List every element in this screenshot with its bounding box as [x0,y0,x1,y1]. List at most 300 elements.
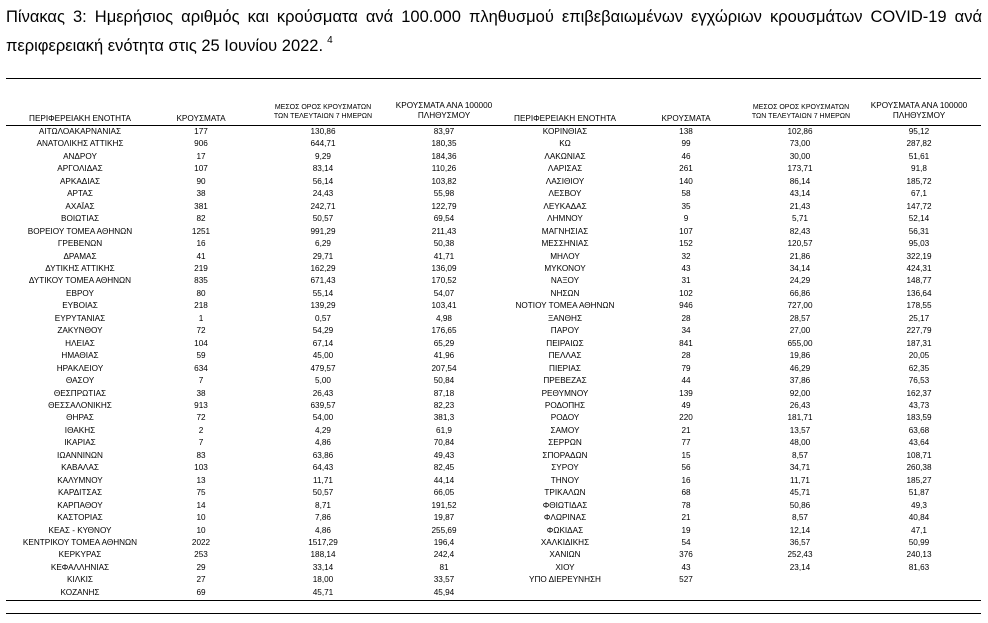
cell-per100k: 82,23 [433,400,455,410]
cell-unit: ΜΥΚΟΝΟΥ [544,263,586,273]
cell-avg7: 6,29 [315,239,331,249]
cell-avg7: 48,00 [789,438,811,448]
cell-per100k: 83,97 [433,127,455,136]
cell-cases: 220 [679,413,693,423]
cell-unit: ΑΧΑΪΑΣ [65,201,95,211]
cell-unit: ΚΑΣΤΟΡΙΑΣ [57,513,103,523]
cell-per100k: 47,1 [911,525,927,535]
cell-cases: 72 [196,413,206,423]
cell-unit: ΚΟΡΙΝΘΙΑΣ [542,127,588,136]
cell-avg7: 23,14 [789,562,811,572]
cell-cases: 381 [194,201,208,211]
cell-per100k: 95,12 [908,127,930,136]
cell-cases: 10 [196,513,206,523]
cell-unit: ΠΕΛΛΑΣ [548,351,582,361]
cell-avg7: 139,29 [310,301,336,311]
cell-cases: 28 [681,313,691,323]
cell-cases: 99 [681,139,691,149]
cell-per100k: 62,35 [908,363,930,373]
cell-unit: ΔΡΑΜΑΣ [63,251,97,261]
cell-cases: 79 [681,363,691,373]
cell-cases: 913 [194,400,208,410]
table-row [0,313,988,325]
cell-per100k: 69,54 [433,214,455,224]
cell-cases: 69 [196,587,206,597]
cell-avg7: 86,14 [789,176,811,186]
cell-per100k: 91,8 [911,164,927,174]
cell-avg7: 5,00 [315,376,331,386]
cell-per100k: 51,61 [908,151,930,161]
bottom-rule [6,600,981,601]
cell-avg7: 1517,29 [308,537,338,547]
cell-per100k: 20,05 [908,351,930,361]
cell-avg7: 655,00 [787,338,813,348]
table-row [0,325,988,337]
cell-cases: 43 [681,263,691,273]
cell-unit: ΣΑΜΟΥ [550,425,580,435]
cell-per100k: 183,59 [906,413,932,423]
cell-cases: 102 [679,288,693,298]
cell-unit: ΚΙΛΚΙΣ [66,575,93,585]
cell-per100k: 178,55 [906,301,932,311]
cell-unit: ΘΕΣΠΡΩΤΙΑΣ [53,388,107,398]
cell-unit: ΠΙΕΡΙΑΣ [549,363,581,373]
cell-per100k: 51,87 [908,488,930,498]
cell-avg7: 8,57 [792,450,808,460]
cell-cases: 1251 [191,226,211,236]
header-cases-left: ΚΡΟΥΣΜΑΤΑ [176,114,226,123]
cell-avg7: 162,29 [310,263,336,273]
table-row [0,500,988,512]
cell-unit: ΛΑΣΙΘΙΟΥ [545,176,585,186]
cell-per100k: 122,79 [431,201,457,211]
cell-unit: ΝΗΣΩΝ [550,288,580,298]
header-avg7-line1: ΜΕΣΟΣ ΟΡΟΣ ΚΡΟΥΣΜΑΤΩΝ [752,104,850,111]
cell-avg7: 37,86 [789,376,811,386]
cell-unit: ΘΑΣΟΥ [65,376,95,386]
cell-unit: ΑΝΑΤΟΛΙΚΗΣ ΑΤΤΙΚΗΣ [36,139,124,149]
header-per100k-line2: ΠΛΗΘΥΣΜΟΥ [892,111,946,120]
table-row [0,238,988,250]
table-row [0,350,988,362]
header-avg7-line2: ΤΩΝ ΤΕΛΕΥΤΑΙΩΝ 7 ΗΜΕΡΩΝ [751,113,851,120]
cell-unit: ΑΡΚΑΔΙΑΣ [59,176,101,186]
cell-unit: ΝΟΤΙΟΥ ΤΟΜΕΑ ΑΘΗΝΩΝ [515,301,615,311]
cell-per100k: 147,72 [906,201,932,211]
cell-unit: ΚΑΒΑΛΑΣ [61,463,99,473]
cell-per100k: 50,84 [433,376,455,386]
cell-cases: 49 [681,400,691,410]
cell-per100k: 255,69 [431,525,457,535]
table-row [0,574,988,586]
cell-cases: 16 [681,475,691,485]
cell-avg7: 45,00 [312,351,334,361]
header-per100k-right [858,101,980,121]
cell-avg7: 727,00 [787,301,813,311]
cell-cases: 35 [681,201,691,211]
table-row [0,412,988,424]
cell-unit: ΡΟΔΟΠΗΣ [544,400,586,410]
cell-per100k: 185,72 [906,176,932,186]
cell-avg7: 21,86 [789,251,811,261]
cell-per100k: 54,07 [433,288,455,298]
cell-cases: 38 [196,388,206,398]
cell-cases: 376 [679,550,693,560]
cell-cases: 219 [194,263,208,273]
cell-cases: 38 [196,189,206,199]
cell-cases: 107 [679,226,693,236]
cell-cases: 29 [196,562,206,572]
cell-unit: ΥΠΟ ΔΙΕΡΕΥΝΗΣΗ [529,575,601,585]
cell-cases: 906 [194,139,208,149]
header-avg7-line1: ΜΕΣΟΣ ΟΡΟΣ ΚΡΟΥΣΜΑΤΩΝ [274,104,372,111]
cell-unit: ΘΕΣΣΑΛΟΝΙΚΗΣ [48,400,112,410]
cell-cases: 103 [194,463,208,473]
cell-unit: ΠΕΙΡΑΙΩΣ [546,338,584,348]
cell-cases: 72 [196,326,206,336]
cell-cases: 28 [681,351,691,361]
cell-avg7: 21,43 [789,201,811,211]
table-row [0,288,988,300]
cell-unit: ΣΕΡΡΩΝ [548,438,582,448]
header-per100k-line2: ΠΛΗΘΥΣΜΟΥ [417,111,471,120]
cell-cases: 75 [196,488,206,498]
table-row [0,437,988,449]
cell-per100k: 170,52 [431,276,457,286]
cell-unit: ΜΕΣΣΗΝΙΑΣ [541,239,589,249]
cell-cases: 80 [196,288,206,298]
cell-cases: 56 [681,463,691,473]
cell-cases: 2 [198,425,204,435]
cell-per100k: 184,36 [431,151,457,161]
cell-per100k: 66,05 [433,488,455,498]
cell-per100k: 287,82 [906,139,932,149]
header-avg7-left [258,103,388,121]
cell-per100k: 41,96 [433,351,455,361]
cell-cases: 177 [194,127,208,136]
cell-avg7: 54,00 [312,413,334,423]
cell-avg7: 242,71 [310,201,336,211]
cell-per100k: 61,9 [436,425,452,435]
cell-avg7: 82,43 [789,226,811,236]
cell-per100k: 136,09 [431,263,457,273]
cell-cases: 46 [681,151,691,161]
cell-unit: ΘΗΡΑΣ [66,413,94,423]
cell-avg7: 66,86 [789,288,811,298]
cell-unit: ΗΡΑΚΛΕΙΟΥ [56,363,104,373]
cell-unit: ΛΕΥΚΑΔΑΣ [543,201,587,211]
cell-unit: ΠΑΡΟΥ [550,326,580,336]
cell-avg7: 45,71 [789,488,811,498]
cell-per100k: 50,99 [908,537,930,547]
table-row [0,375,988,387]
cell-avg7: 130,86 [310,127,336,136]
cell-unit: ΖΑΚΥΝΘΟΥ [57,326,103,336]
cell-cases: 44 [681,376,691,386]
cell-unit: ΣΠΟΡΑΔΩΝ [542,450,588,460]
header-per100k-line1: ΚΡΟΥΣΜΑΤΑ ΑΝΑ 100000 [870,101,968,110]
cell-avg7: 11,71 [313,475,333,485]
cell-avg7: 644,71 [310,139,336,149]
cell-avg7: 26,43 [789,400,811,410]
cell-unit: ΧΑΛΚΙΔΙΚΗΣ [540,537,590,547]
cell-unit: ΣΥΡΟΥ [551,463,579,473]
cell-avg7: 18,00 [312,575,334,585]
cell-per100k: 4,98 [436,313,452,323]
cell-cases: 7 [198,438,204,448]
cell-unit: ΦΘΙΩΤΙΔΑΣ [542,500,588,510]
table-row [0,126,988,138]
cell-avg7: 24,29 [789,276,811,286]
top-rule [6,78,981,79]
cell-per100k: 95,03 [908,239,930,249]
table-row [0,300,988,312]
cell-per100k: 162,37 [906,388,932,398]
cell-unit: ΕΥΒΟΙΑΣ [62,301,98,311]
table-row [0,226,988,238]
cell-per100k: 211,43 [431,226,457,236]
cell-avg7: 639,57 [310,400,336,410]
cell-avg7: 34,14 [789,263,811,273]
table-row [0,188,988,200]
cell-cases: 77 [681,438,691,448]
cell-avg7: 36,57 [789,537,811,547]
cell-unit: ΛΕΣΒΟΥ [548,189,582,199]
cell-per100k: 55,98 [433,189,455,199]
cell-per100k: 103,41 [431,301,457,311]
cell-cases: 527 [679,575,693,585]
cell-per100k: 40,84 [908,513,930,523]
cell-unit: ΕΒΡΟΥ [66,288,94,298]
cell-per100k: 227,79 [906,326,932,336]
cell-avg7: 30,00 [789,151,811,161]
cell-avg7: 24,43 [312,189,334,199]
cell-unit: ΚΑΡΔΙΤΣΑΣ [57,488,103,498]
cell-cases: 140 [679,176,693,186]
cell-avg7: 64,43 [312,463,334,473]
cell-cases: 78 [681,500,691,510]
cell-per100k: 81,63 [908,562,930,572]
cell-cases: 634 [194,363,208,373]
cell-cases: 261 [679,164,693,174]
cell-per100k: 82,45 [433,463,455,473]
cell-unit: ΑΙΤΩΛΟΑΚΑΡΝΑΝΙΑΣ [38,127,122,136]
cell-cases: 14 [196,500,206,510]
cell-avg7: 45,71 [312,587,334,597]
cell-cases: 835 [194,276,208,286]
cell-unit: ΚΟΖΑΝΗΣ [60,587,100,597]
cell-unit: ΚΑΡΠΑΘΟΥ [57,500,103,510]
table-row [0,462,988,474]
cell-per100k: 424,31 [906,263,932,273]
cell-per100k: 76,53 [908,376,930,386]
table-row [0,251,988,263]
cell-per100k: 260,38 [906,463,932,473]
table-row [0,475,988,487]
cell-unit: ΒΟΙΩΤΙΑΣ [60,214,100,224]
cell-cases: 16 [196,239,206,249]
cell-per100k: 19,87 [433,513,455,523]
cell-unit: ΚΕΦΑΛΛΗΝΙΑΣ [50,562,110,572]
cell-avg7: 188,14 [310,550,336,560]
cell-unit: ΞΑΝΘΗΣ [547,313,583,323]
cell-per100k: 185,27 [906,475,932,485]
cell-cases: 41 [196,251,206,261]
cell-unit: ΔΥΤΙΚΟΥ ΤΟΜΕΑ ΑΘΗΝΩΝ [28,276,132,286]
cell-cases: 43 [681,562,691,572]
cell-cases: 841 [679,338,693,348]
cell-per100k: 56,31 [908,226,930,236]
cell-cases: 21 [681,513,691,523]
cell-avg7: 56,14 [312,176,334,186]
cell-avg7: 83,14 [312,164,334,174]
cell-per100k: 81 [439,562,449,572]
cell-per100k: 63,68 [908,425,930,435]
cell-avg7: 120,57 [787,239,813,249]
cell-per100k: 110,26 [431,164,457,174]
cell-avg7: 479,57 [310,363,336,373]
table-row [0,425,988,437]
cell-cases: 1 [198,313,204,323]
cell-cases: 946 [679,301,693,311]
cell-avg7: 12,14 [789,525,811,535]
table-row [0,512,988,524]
cell-unit: ΝΑΞΟΥ [550,276,580,286]
cell-cases: 31 [681,276,691,286]
table-row [0,151,988,163]
cell-cases: 34 [681,326,691,336]
cell-unit: ΗΜΑΘΙΑΣ [61,351,99,361]
cell-cases: 82 [196,214,206,224]
cell-per100k: 108,71 [906,450,932,460]
header-unit-left: ΠΕΡΙΦΕΡΕΙΑΚΗ ΕΝΟΤΗΤΑ [29,114,131,123]
cell-unit: ΤΡΙΚΑΛΩΝ [544,488,586,498]
cell-cases: 253 [194,550,208,560]
cell-per100k: 103,82 [431,176,457,186]
cell-avg7: 181,71 [787,413,813,423]
cell-per100k: 381,3 [433,413,455,423]
cell-unit: ΡΟΔΟΥ [550,413,580,423]
cell-cases: 58 [681,189,691,199]
cell-avg7: 671,43 [310,276,336,286]
cell-per100k: 196,4 [433,537,455,547]
cell-unit: ΔΥΤΙΚΗΣ ΑΤΤΙΚΗΣ [45,263,115,273]
cell-avg7: 34,71 [789,463,811,473]
cell-avg7: 252,43 [787,550,813,560]
cell-avg7: 50,86 [789,500,811,510]
cell-avg7: 991,29 [310,226,336,236]
table-row [0,388,988,400]
cell-avg7: 8,71 [315,500,331,510]
cell-avg7: 54,29 [312,326,334,336]
cell-avg7: 67,14 [312,338,334,348]
table-row [0,338,988,350]
cell-per100k: 322,19 [906,251,932,261]
cell-per100k: 41,71 [433,251,455,261]
cell-avg7: 173,71 [787,164,813,174]
table-row [0,587,494,599]
cell-unit: ΗΛΕΙΑΣ [65,338,95,348]
cell-unit: ΚΑΛΥΜΝΟΥ [57,475,103,485]
cell-per100k: 25,17 [908,313,930,323]
cell-avg7: 9,29 [315,151,331,161]
cell-cases: 27 [196,575,206,585]
cell-avg7: 8,57 [792,513,808,523]
caption-text: Πίνακας 3: Ημερήσιος αριθμός και κρούσματα ανά 100.000 πληθυσμού επιβεβαιωμένων εγχώριων κρουσμάτων COVID-19 ανά περιφερειακή ενότητα στις 25 Ιουνίου 2022. [6,8,982,55]
cell-cases: 15 [681,450,691,460]
cell-avg7: 13,57 [789,425,811,435]
cell-avg7: 11,71 [790,475,810,485]
cell-cases: 138 [679,127,693,136]
cell-per100k: 191,52 [431,500,457,510]
cell-unit: ΤΗΝΟΥ [550,475,580,485]
cell-avg7: 50,57 [312,214,334,224]
cell-avg7: 28,57 [789,313,811,323]
cell-avg7: 4,86 [315,525,331,535]
cell-cases: 32 [681,251,691,261]
table-row [0,213,988,225]
footnote-marker: 4 [327,35,333,46]
table-row [0,263,988,275]
cell-unit: ΜΑΓΝΗΣΙΑΣ [541,226,589,236]
cell-avg7: 5,71 [792,214,808,224]
cell-cases: 9 [683,214,689,224]
table-row [0,176,988,188]
cell-per100k: 207,54 [431,363,457,373]
table-row [0,363,988,375]
cell-unit: ΛΑΚΩΝΙΑΣ [544,151,586,161]
cell-avg7: 27,00 [789,326,811,336]
cell-per100k: 180,35 [431,139,457,149]
header-avg7-line2: ΤΩΝ ΤΕΛΕΥΤΑΙΩΝ 7 ΗΜΕΡΩΝ [273,113,373,120]
cell-unit: ΙΩΑΝΝΙΝΩΝ [57,450,103,460]
cell-per100k: 49,3 [911,500,927,510]
cell-per100k: 240,13 [906,550,932,560]
cell-avg7: 73,00 [789,139,811,149]
cell-unit: ΙΚΑΡΙΑΣ [64,438,96,448]
cell-per100k: 148,77 [906,276,932,286]
cell-avg7: 43,14 [789,189,811,199]
cell-avg7: 63,86 [312,450,334,460]
cell-cases: 83 [196,450,206,460]
cell-cases: 21 [681,425,691,435]
cell-unit: ΑΝΔΡΟΥ [63,151,97,161]
table-row [0,537,988,549]
header-cases-right: ΚΡΟΥΣΜΑΤΑ [661,114,711,123]
cell-cases: 2022 [191,537,211,547]
cell-unit: ΠΡΕΒΕΖΑΣ [543,376,587,386]
cell-cases: 10 [196,525,206,535]
cell-unit: ΙΘΑΚΗΣ [64,425,96,435]
cell-per100k: 33,57 [433,575,455,585]
cell-unit: ΚΕΡΚΥΡΑΣ [58,550,102,560]
cell-per100k: 44,14 [433,475,455,485]
cell-unit: ΕΥΡΥΤΑΝΙΑΣ [54,313,106,323]
cell-avg7: 55,14 [312,288,334,298]
cell-avg7: 33,14 [312,562,334,572]
cell-unit: ΑΡΓΟΛΙΔΑΣ [57,164,103,174]
cell-avg7: 4,29 [315,425,331,435]
cell-unit: ΑΡΤΑΣ [67,189,93,199]
cell-unit: ΓΡΕΒΕΝΩΝ [57,239,103,249]
table-row [0,138,988,150]
cell-unit: ΦΛΩΡΙΝΑΣ [543,513,587,523]
cell-cases: 90 [196,176,206,186]
cell-per100k: 45,94 [433,587,455,597]
cell-avg7: 19,86 [789,351,811,361]
table-row [0,525,988,537]
table-caption [6,6,982,58]
